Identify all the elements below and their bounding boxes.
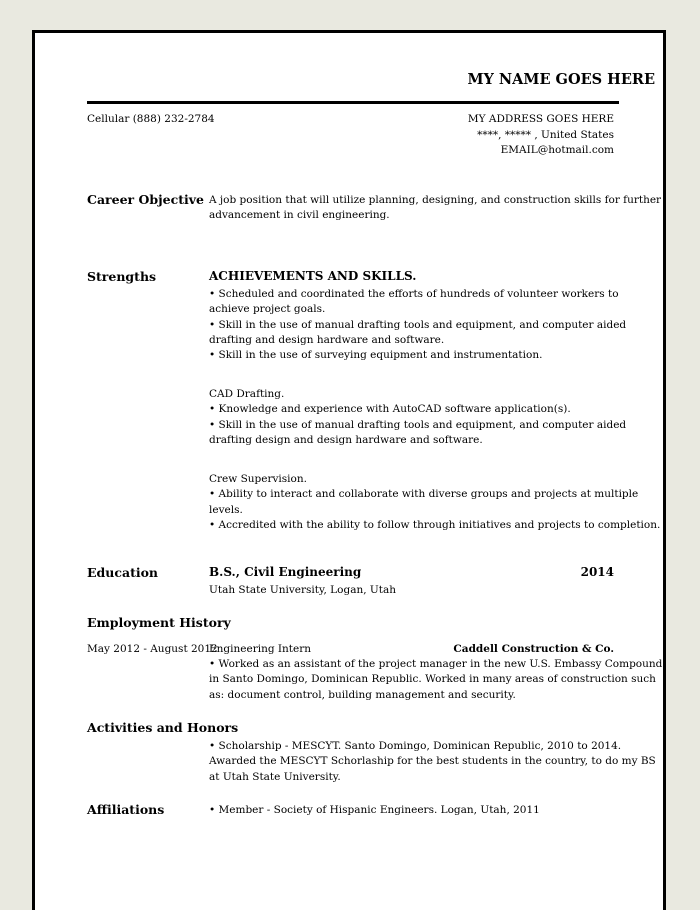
activities-heading: Activities and Honors [87,720,239,735]
crew-supervision-title: Crew Supervision. [209,473,307,485]
career-line: A job position that will utilize planning, designing, and construction skills for further [209,194,662,206]
employment-heading: Employment History [87,615,231,630]
achievements-title: ACHIEVEMENTS AND SKILLS. [209,269,417,283]
employment-line: as: document control, building management and security. [209,688,516,701]
strength-line: • Skill in the use of manual drafting tools and equipment, and computer aided [209,318,627,331]
degree: B.S., Civil Engineering [209,565,362,579]
strength-line: • Scheduled and coordinated the efforts of hundreds of volunteer workers to [209,288,619,300]
address-line-2: ****, ***** , United States [477,128,614,141]
cad-drafting-title: CAD Drafting. [209,388,285,400]
career-line: advancement in civil engineering. [209,209,390,222]
contact-block [468,112,614,159]
activity-line: • Scholarship - MESCYT. Santo Domingo, Dominican Republic, 2010 to 2014. [209,740,622,752]
career-objective-heading: Career Objective [87,192,204,207]
job-role: Engineering Intern [209,643,312,655]
employment-line: • Worked as an assistant of the project manager in the new U.S. Embassy Compound [209,658,663,670]
company-name: Caddell Construction & Co. [453,643,614,655]
affiliation-line: • Member - Society of Hispanic Engineers. Logan, Utah, 2011 [209,804,540,816]
resume-page [32,30,666,910]
strength-line: drafting design and design hardware and software. [209,433,483,446]
activities-details [209,739,656,785]
phone-number: Cellular (888) 232-2784 [87,113,215,125]
employment-dates: May 2012 - August 2012 [87,643,218,655]
career-objective-text [209,193,661,224]
school: Utah State University, Logan, Utah [209,584,396,596]
employment-details [209,657,662,703]
employment-line: in Santo Domingo, Dominican Republic. Worked in many areas of construction such [209,673,656,686]
affiliations-heading: Affiliations [87,802,165,817]
strengths-group-3 [209,472,660,533]
strengths-group-1 [209,287,626,363]
strength-line: drafting and design hardware and software. [209,333,445,346]
strength-line: achieve project goals. [209,303,326,316]
strengths-group-2 [209,387,626,448]
education-heading: Education [87,565,159,580]
strength-line: levels. [209,503,243,516]
strength-line: • Knowledge and experience with AutoCAD software application(s). [209,403,571,416]
activity-line: Awarded the MESCYT Schorlaship for the best students in the country, to do my BS [209,755,656,768]
header-rule [87,101,619,104]
applicant-name: MY NAME GOES HERE [467,71,655,88]
strength-line: • Accredited with the ability to follow through initiatives and projects to completion. [209,518,661,531]
email: EMAIL@hotmail.com [500,144,614,156]
graduation-year: 2014 [580,565,614,579]
activity-line: at Utah State University. [209,770,341,783]
strength-line: • Skill in the use of surveying equipment and instrumentation. [209,349,543,362]
address-line-1: MY ADDRESS GOES HERE [467,113,614,125]
strength-line: • Skill in the use of manual drafting tools and equipment, and computer aided [209,418,627,431]
strength-line: • Ability to interact and collaborate with diverse groups and projects at multiple [209,488,639,501]
strengths-heading: Strengths [87,269,157,284]
